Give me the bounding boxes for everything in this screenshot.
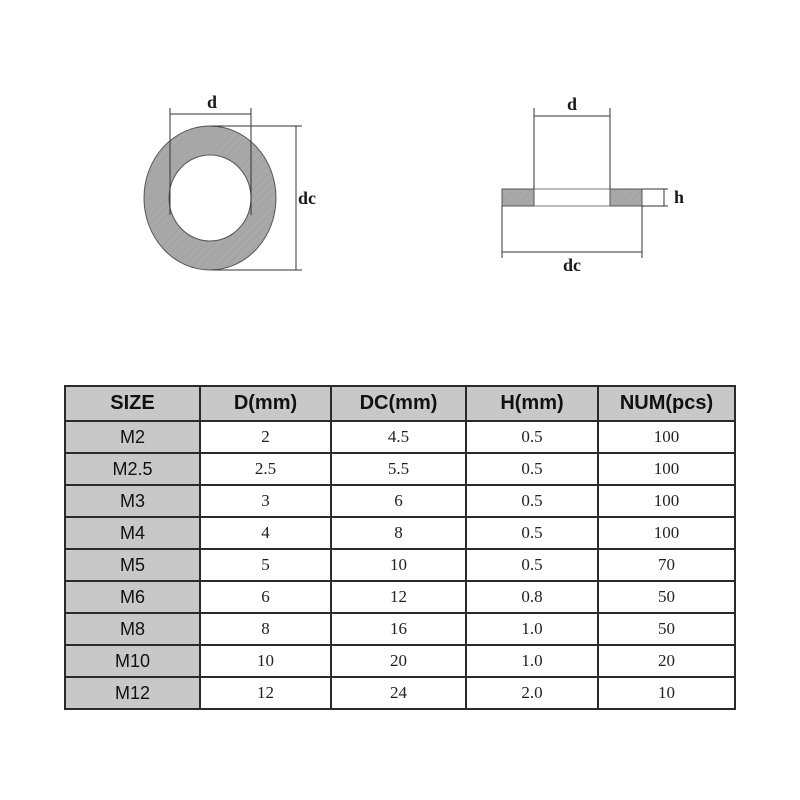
cell-h: 2.0 <box>466 677 598 709</box>
cell-num: 100 <box>598 485 735 517</box>
cell-num: 50 <box>598 581 735 613</box>
cell-h: 1.0 <box>466 613 598 645</box>
table-row <box>65 677 735 709</box>
cell-h: 0.5 <box>466 485 598 517</box>
cell-dc: 20 <box>331 645 466 677</box>
cell-h: 1.0 <box>466 645 598 677</box>
cell-num: 50 <box>598 613 735 645</box>
cell-num: 100 <box>598 517 735 549</box>
washer-diagram <box>0 0 800 380</box>
cell-size: M2.5 <box>65 453 200 485</box>
table-row <box>65 581 735 613</box>
cell-dc: 24 <box>331 677 466 709</box>
cell-size: M10 <box>65 645 200 677</box>
table-row <box>65 549 735 581</box>
cell-size: M4 <box>65 517 200 549</box>
table-row <box>65 453 735 485</box>
cell-h: 0.5 <box>466 453 598 485</box>
cell-dc: 6 <box>331 485 466 517</box>
cell-size: M3 <box>65 485 200 517</box>
top-dc-label: dc <box>298 188 316 208</box>
spec-table <box>64 385 736 710</box>
cell-num: 100 <box>598 453 735 485</box>
header-dc: DC(mm) <box>331 386 466 421</box>
cell-h: 0.5 <box>466 421 598 453</box>
top-view <box>144 92 316 270</box>
cell-dc: 8 <box>331 517 466 549</box>
header-size: SIZE <box>65 386 200 421</box>
header-d: D(mm) <box>200 386 331 421</box>
cell-num: 100 <box>598 421 735 453</box>
side-dc-label: dc <box>563 255 581 275</box>
table-row <box>65 613 735 645</box>
cell-num: 70 <box>598 549 735 581</box>
washer-ring <box>144 126 276 270</box>
cell-size: M6 <box>65 581 200 613</box>
cell-size: M8 <box>65 613 200 645</box>
cell-num: 10 <box>598 677 735 709</box>
cell-h: 0.8 <box>466 581 598 613</box>
cell-d: 2 <box>200 421 331 453</box>
table-row <box>65 421 735 453</box>
table-row <box>65 517 735 549</box>
cell-size: M2 <box>65 421 200 453</box>
cell-d: 12 <box>200 677 331 709</box>
cell-dc: 5.5 <box>331 453 466 485</box>
cell-size: M12 <box>65 677 200 709</box>
cell-size: M5 <box>65 549 200 581</box>
table-row <box>65 485 735 517</box>
header-num: NUM(pcs) <box>598 386 735 421</box>
cell-h: 0.5 <box>466 549 598 581</box>
side-h-label: h <box>674 187 685 207</box>
cell-d: 6 <box>200 581 331 613</box>
cell-d: 5 <box>200 549 331 581</box>
cell-d: 10 <box>200 645 331 677</box>
top-d-label: d <box>206 92 218 112</box>
cell-dc: 4.5 <box>331 421 466 453</box>
cell-d: 4 <box>200 517 331 549</box>
cell-dc: 16 <box>331 613 466 645</box>
washer-side-left <box>502 189 534 206</box>
side-d-label: d <box>566 94 578 114</box>
header-h: H(mm) <box>466 386 598 421</box>
cell-d: 3 <box>200 485 331 517</box>
cell-h: 0.5 <box>466 517 598 549</box>
cell-dc: 12 <box>331 581 466 613</box>
cell-dc: 10 <box>331 549 466 581</box>
washer-side-right <box>610 189 642 206</box>
cell-num: 20 <box>598 645 735 677</box>
table-row <box>65 645 735 677</box>
cell-d: 2.5 <box>200 453 331 485</box>
table-header-row <box>65 386 735 421</box>
side-view <box>502 94 684 275</box>
cell-d: 8 <box>200 613 331 645</box>
